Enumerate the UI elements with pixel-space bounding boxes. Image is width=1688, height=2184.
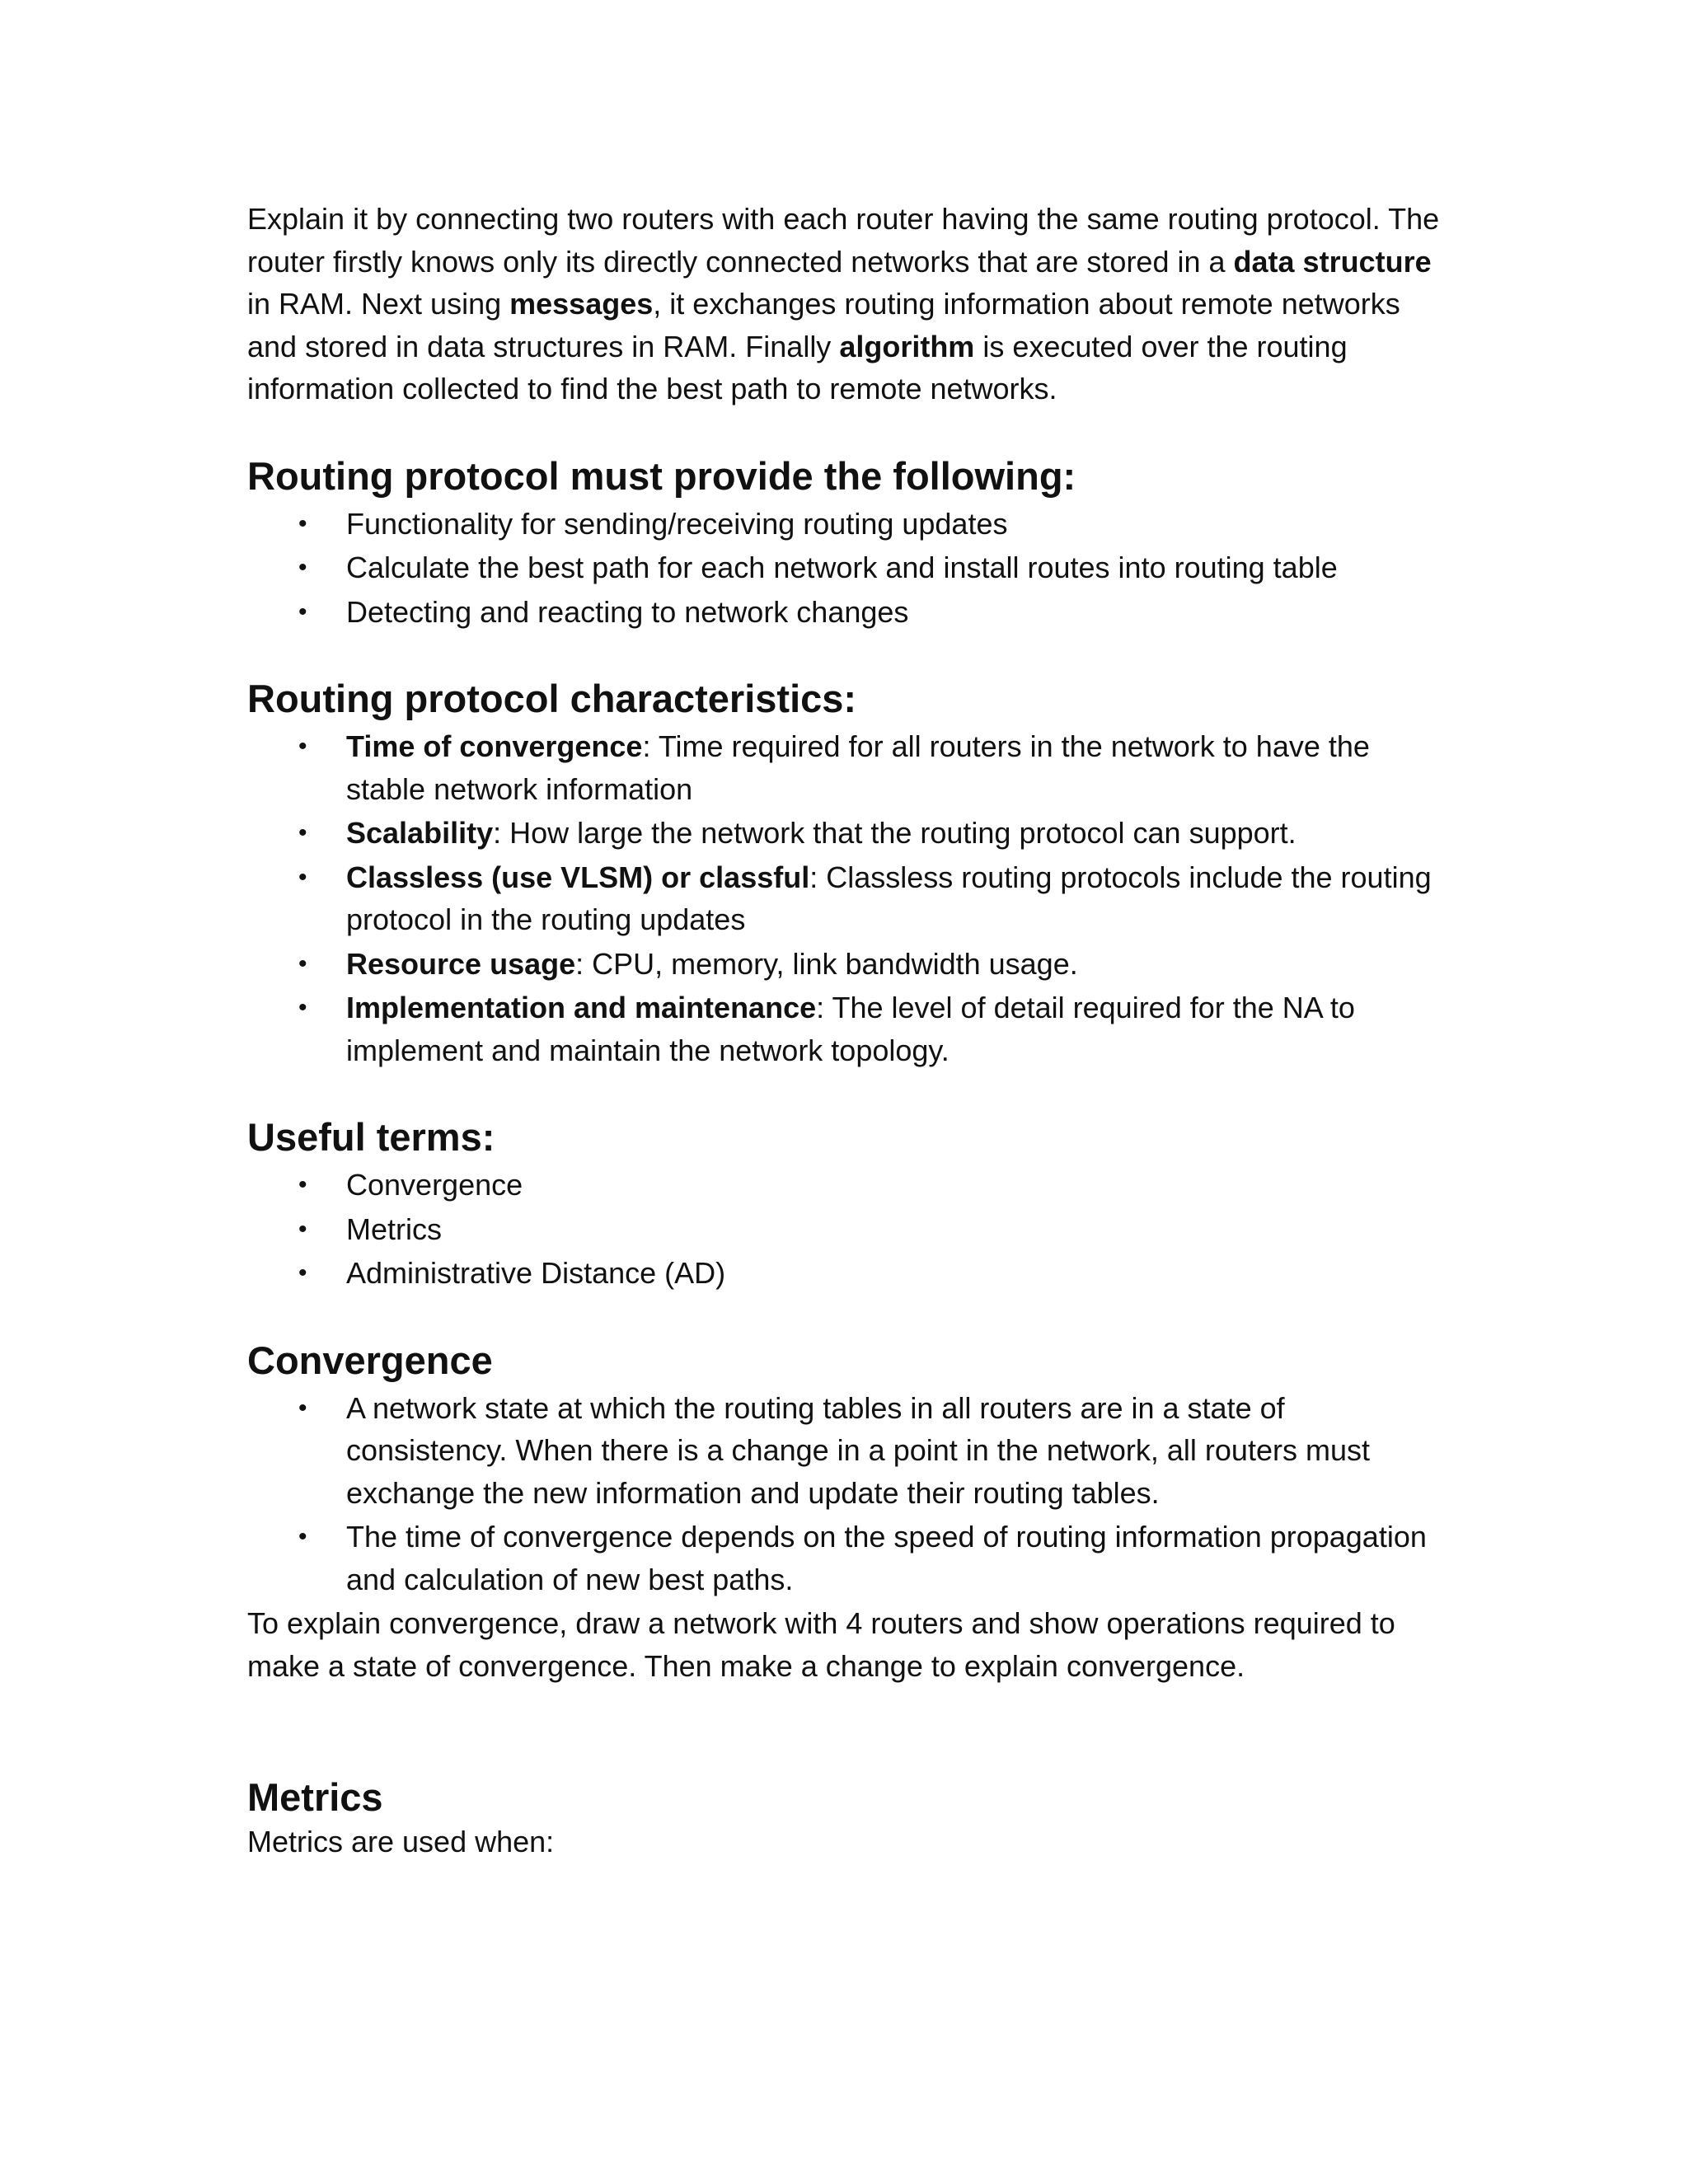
term-time-of-convergence: Time of convergence — [346, 729, 643, 763]
bullet-icon: • — [298, 949, 307, 977]
term-implementation: Implementation and maintenance — [346, 991, 817, 1024]
list-item-text: A network state at which the routing tables in all routers are in a state of consistency. When there is a change in a point in the network, all routers must exchange the new information and update their routing tables. — [346, 1390, 1370, 1510]
term-classless: Classless (use VLSM) or classful — [346, 860, 810, 894]
convergence-heading: Convergence — [247, 1338, 493, 1382]
list-item — [247, 546, 1441, 589]
list-item-text: Detecting and reacting to network changes — [346, 594, 909, 629]
term-description: : CPU, memory, link bandwidth usage. — [575, 946, 1078, 981]
list-item — [247, 1208, 1441, 1251]
list-item — [247, 943, 1441, 986]
list-item — [247, 725, 1441, 810]
intro-bold-data-structure: data structure — [1233, 244, 1432, 279]
intro-bold-messages: messages — [509, 287, 654, 321]
term-description: : The level of detail required for the NA to implement and maintain the network topology. — [346, 991, 1355, 1067]
bullet-icon: • — [298, 863, 307, 891]
list-item-text: Calculate the best path for each network and install routes into routing table — [346, 551, 1338, 584]
bullet-icon: • — [298, 819, 307, 846]
term-description: : How large the network that the routing protocol can support. — [493, 816, 1296, 850]
bullet-icon: • — [298, 733, 307, 760]
characteristics-heading: Routing protocol characteristics: — [247, 677, 857, 720]
bullet-icon: • — [298, 1215, 307, 1243]
intro-text-1: Explain it by connecting two routers with each router having the same routing protocol. The router firstly knows only its directly connected networks that are stored in a — [247, 202, 1440, 279]
term-description: : Classless routing protocols include the routing protocol in the routing updates — [346, 860, 1432, 936]
list-item — [247, 812, 1441, 855]
term-resource-usage: Resource usage — [346, 946, 576, 981]
bullet-icon: • — [298, 598, 307, 626]
useful-terms-heading: Useful terms: — [247, 1115, 495, 1159]
useful-terms-list — [247, 1164, 1441, 1295]
metrics-paragraph: Metrics are used when: — [247, 1825, 555, 1858]
list-item — [247, 856, 1441, 941]
list-item-text: The time of convergence depends on the speed of routing information propagation and calculation of new best paths. — [346, 1520, 1427, 1596]
list-item — [247, 1252, 1441, 1295]
characteristics-list — [247, 725, 1441, 1071]
intro-text-3: , it exchanges routing information about remote networks and stored in data structures in RAM. Finally — [247, 287, 1400, 363]
bullet-icon: • — [298, 554, 307, 581]
list-item-text: Convergence — [346, 1168, 523, 1202]
list-item — [247, 1164, 1441, 1207]
list-item-text: Administrative Distance (AD) — [346, 1256, 726, 1290]
convergence-list — [247, 1387, 1441, 1601]
list-item — [247, 503, 1441, 546]
intro-paragraph — [247, 198, 1441, 410]
intro-text-4: is executed over the routing information collected to find the best path to remote networks. — [247, 329, 1348, 405]
list-item — [247, 1387, 1441, 1515]
bullet-icon: • — [298, 509, 307, 537]
list-item — [247, 591, 1441, 634]
bullet-icon: • — [298, 1259, 307, 1286]
list-item-text: Metrics — [346, 1212, 442, 1246]
bullet-icon: • — [298, 1394, 307, 1422]
term-scalability: Scalability — [346, 816, 494, 850]
provide-list — [247, 503, 1441, 634]
bullet-icon: • — [298, 1523, 307, 1550]
bullet-icon: • — [298, 1171, 307, 1198]
bullet-icon: • — [298, 994, 307, 1021]
intro-text-2: in RAM. Next using — [247, 287, 510, 321]
provide-heading: Routing protocol must provide the following: — [247, 453, 1076, 498]
term-description: : Time required for all routers in the network to have the stable network information — [346, 729, 1370, 806]
convergence-paragraph: To explain convergence, draw a network with 4 routers and show operations required to make a state of convergence. Then make a change to explain convergence. — [247, 1606, 1395, 1683]
list-item-text: Functionality for sending/receiving routing updates — [346, 506, 1008, 541]
list-item — [247, 1516, 1441, 1601]
intro-bold-algorithm: algorithm — [839, 329, 975, 363]
metrics-heading: Metrics — [247, 1775, 383, 1819]
list-item — [247, 987, 1441, 1071]
